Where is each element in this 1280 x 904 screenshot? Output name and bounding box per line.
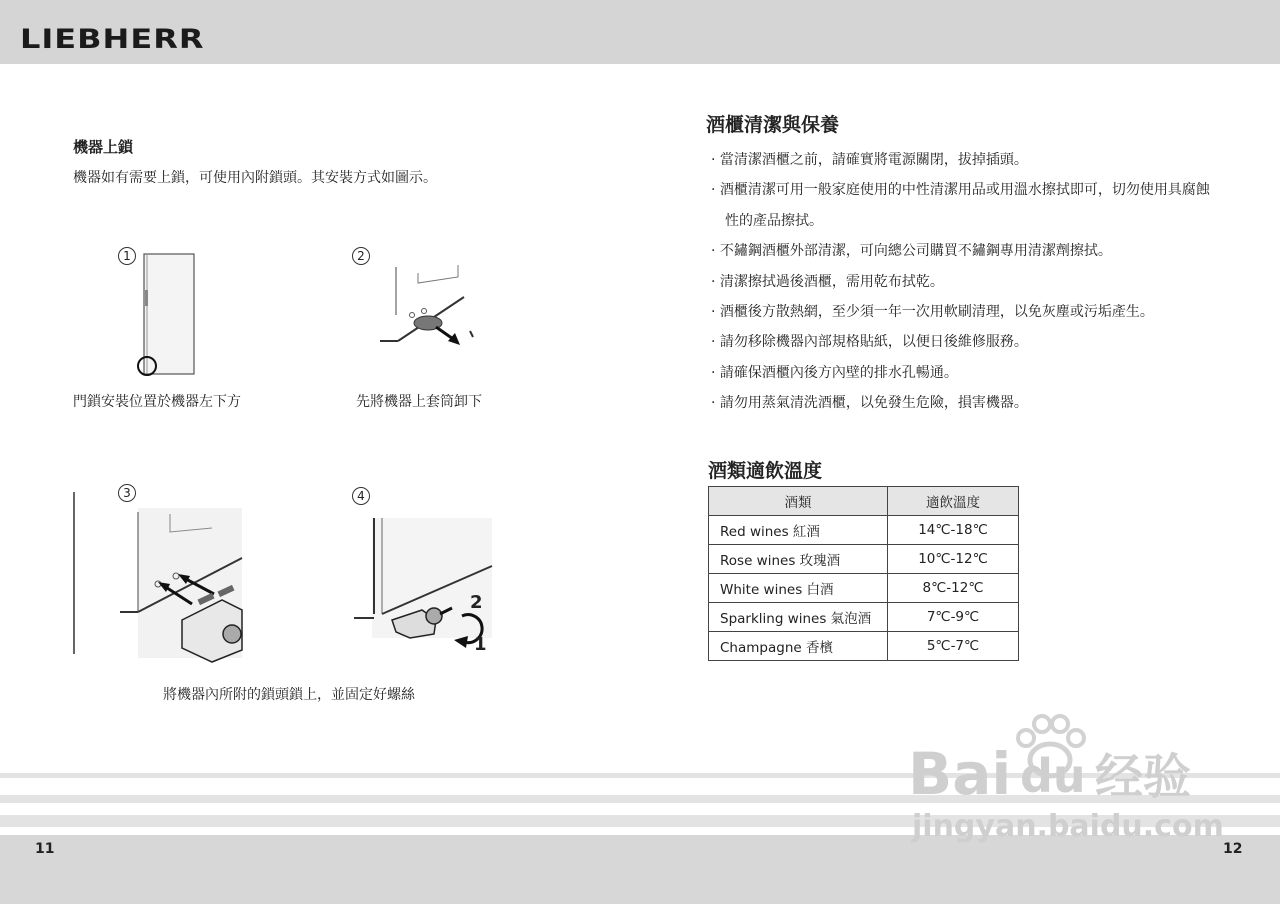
lock-section-title: 機器上鎖 [73,138,134,156]
table-row [709,574,1019,603]
care-list [711,145,1211,419]
care-item: · 酒櫃清潔可用一般家庭使用的中性清潔用品或用溫水擦拭即可，切勿使用具腐蝕性的產品擦拭。 [711,182,1210,229]
wine-cell: Red wines 紅酒 [709,516,888,545]
step-4-number: 4 [352,487,370,505]
care-item: · 酒櫃後方散熱網，至少須一年一次用軟刷清理，以免灰塵或污垢產生。 [711,304,1154,321]
page-number-left: 11 [35,841,55,857]
page-number-right: 12 [1223,841,1243,857]
temp-cell: 7℃-9℃ [888,603,1019,632]
care-item: · 請勿用蒸氣清洗酒櫃，以免發生危險，損害機器。 [711,395,1028,412]
wine-temperature-table [708,486,1019,661]
temp-cell: 8℃-12℃ [888,574,1019,603]
table-header-row [709,487,1019,516]
temp-cell: 10℃-12℃ [888,545,1019,574]
footer-bar [0,835,1280,904]
wine-cell: Champagne 香檳 [709,632,888,661]
watermark-url: jingyan.baidu.com [912,809,1224,844]
step-3-number: 3 [118,484,136,502]
step-1-number: 1 [118,247,136,265]
table-row [709,603,1019,632]
step-1-caption: 門鎖安裝位置於機器左下方 [73,394,241,410]
lock-bottom-caption: 將機器內所附的鎖頭鎖上，並固定好螺絲 [163,687,415,703]
wine-cell: Sparkling wines 氣泡酒 [709,603,888,632]
table-row [709,632,1019,661]
care-item: · 請確保酒櫃內後方內壁的排水孔暢通。 [711,364,958,381]
watermark-jingyan: 经验 [1095,749,1192,805]
brand-logo: LIEBHERR [20,23,205,55]
temperature-section-title: 酒類適飲溫度 [708,460,823,482]
step-4-arrow-label-2: 2 [470,592,483,613]
care-item: · 不鏽鋼酒櫃外部清潔，可向總公司購買不鏽鋼專用清潔劑擦拭。 [711,243,1112,260]
step-3-illustration [72,492,252,662]
step-2-number: 2 [352,247,370,265]
table-row [709,545,1019,574]
step-2-caption: 先將機器上套筒卸下 [356,394,482,410]
wine-cell: White wines 白酒 [709,574,888,603]
table-row [709,516,1019,545]
temp-cell: 14℃-18℃ [888,516,1019,545]
watermark-du: du [1020,749,1086,803]
step-2-illustration [378,255,478,355]
step-1-illustration [130,250,200,385]
wine-cell: Rose wines 玫瑰酒 [709,545,888,574]
column-header-temp: 適飲溫度 [888,487,1019,516]
lock-intro-text: 機器如有需要上鎖，可使用內附鎖頭。其安裝方式如圖示。 [73,170,437,186]
footer-stripe [0,795,1280,803]
care-item: · 請勿移除機器內部規格貼紙，以便日後維修服務。 [711,334,1028,351]
care-item: · 清潔擦拭過後酒櫃，需用乾布拭乾。 [711,273,944,290]
column-header-wine: 酒類 [709,487,888,516]
temp-cell: 5℃-7℃ [888,632,1019,661]
care-item: · 當清潔酒櫃之前，請確實將電源關閉，拔掉插頭。 [711,152,1028,168]
step-4-arrow-label-1: 1 [474,634,487,655]
care-section-title: 酒櫃清潔與保養 [706,114,840,136]
watermark-bai: Bai [908,740,1012,808]
